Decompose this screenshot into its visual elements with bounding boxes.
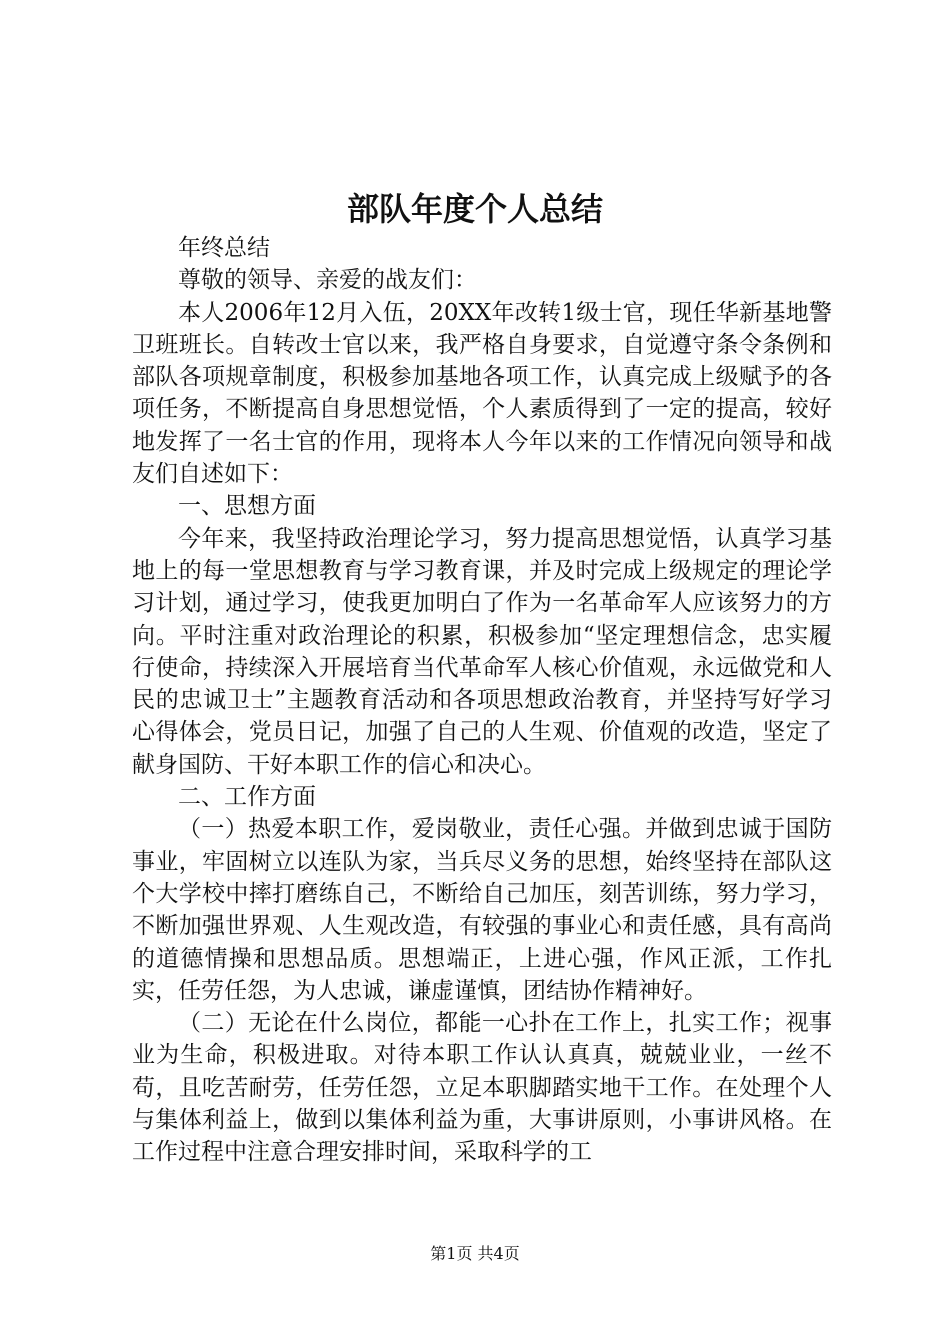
section-heading-work: 二、工作方面 (178, 784, 316, 811)
paragraph-work-1: （一）热爱本职工作，爱岗敬业，责任心强。并做到忠诚于国防事业，牢固树立以连队为家，当兵尽义务的思想，始终坚持在部队这个大学校中摔打磨练自己，不断给自己加压，刻苦训练，努力学习，不断加强世界观、人生观改造，有较强的事业心和责任感，具有高尚的道德情操和思想品质。思想端正，上进心强，作风正派，工作扎实，任劳任怨，为人忠诚，谦虚谨慎，团结协作精神好。 (132, 816, 832, 1004)
paragraph-thought: 今年来，我坚持政治理论学习，努力提高思想觉悟，认真学习基地上的每一堂思想教育与学习教育课，并及时完成上级规定的理论学习计划，通过学习，使我更加明白了作为一名革命军人应该努力的方向。平时注重对政治理论的积累，积极参加“坚定理想信念，忠实履行使命，持续深入开展培育当代革命军人核心价值观，永远做党和人民的忠诚卫士”主题教育活动和各项思想政治教育，并坚持写好学习心得体会，党员日记，加强了自己的人生观、价值观的改造，坚定了献身国防、干好本职工作的信心和决心。 (132, 525, 832, 778)
paragraph-intro: 本人2006年12月入伍，20XX年改转1级士官，现任华新基地警卫班班长。自转改士官以来，我严格自身要求，自觉遵守条令条例和部队各项规章制度，积极参加基地各项工作，认真完成上级赋予的各项任务，不断提高自身思想觉悟，个人素质得到了一定的提高，较好地发挥了一名士官的作用，现将本人今年以来的工作情况向领导和战友们自述如下： (132, 299, 832, 488)
document-title: 部队年度个人总结 (346, 190, 603, 228)
paragraph-heading-year-end: 年终总结 (178, 235, 270, 261)
paragraph-salutation: 尊敬的领导、亲爱的战友们： (178, 267, 477, 294)
section-heading-thought: 一、思想方面 (178, 493, 316, 520)
document-body (132, 232, 832, 1169)
page-footer: 第1页 共4页 (430, 1244, 520, 1263)
paragraph-work-2: （二）无论在什么岗位，都能一心扑在工作上，扎实工作；视事业为生命，积极进取。对待本职工作认认真真，兢兢业业，一丝不苟，且吃苦耐劳，任劳任怨，立足本职脚踏实地干工作。在处理个人与集体利益上，做到以集体利益为重，大事讲原则，小事讲风格。在工作过程中注意合理安排时间，采取科学的工 (132, 1010, 832, 1166)
